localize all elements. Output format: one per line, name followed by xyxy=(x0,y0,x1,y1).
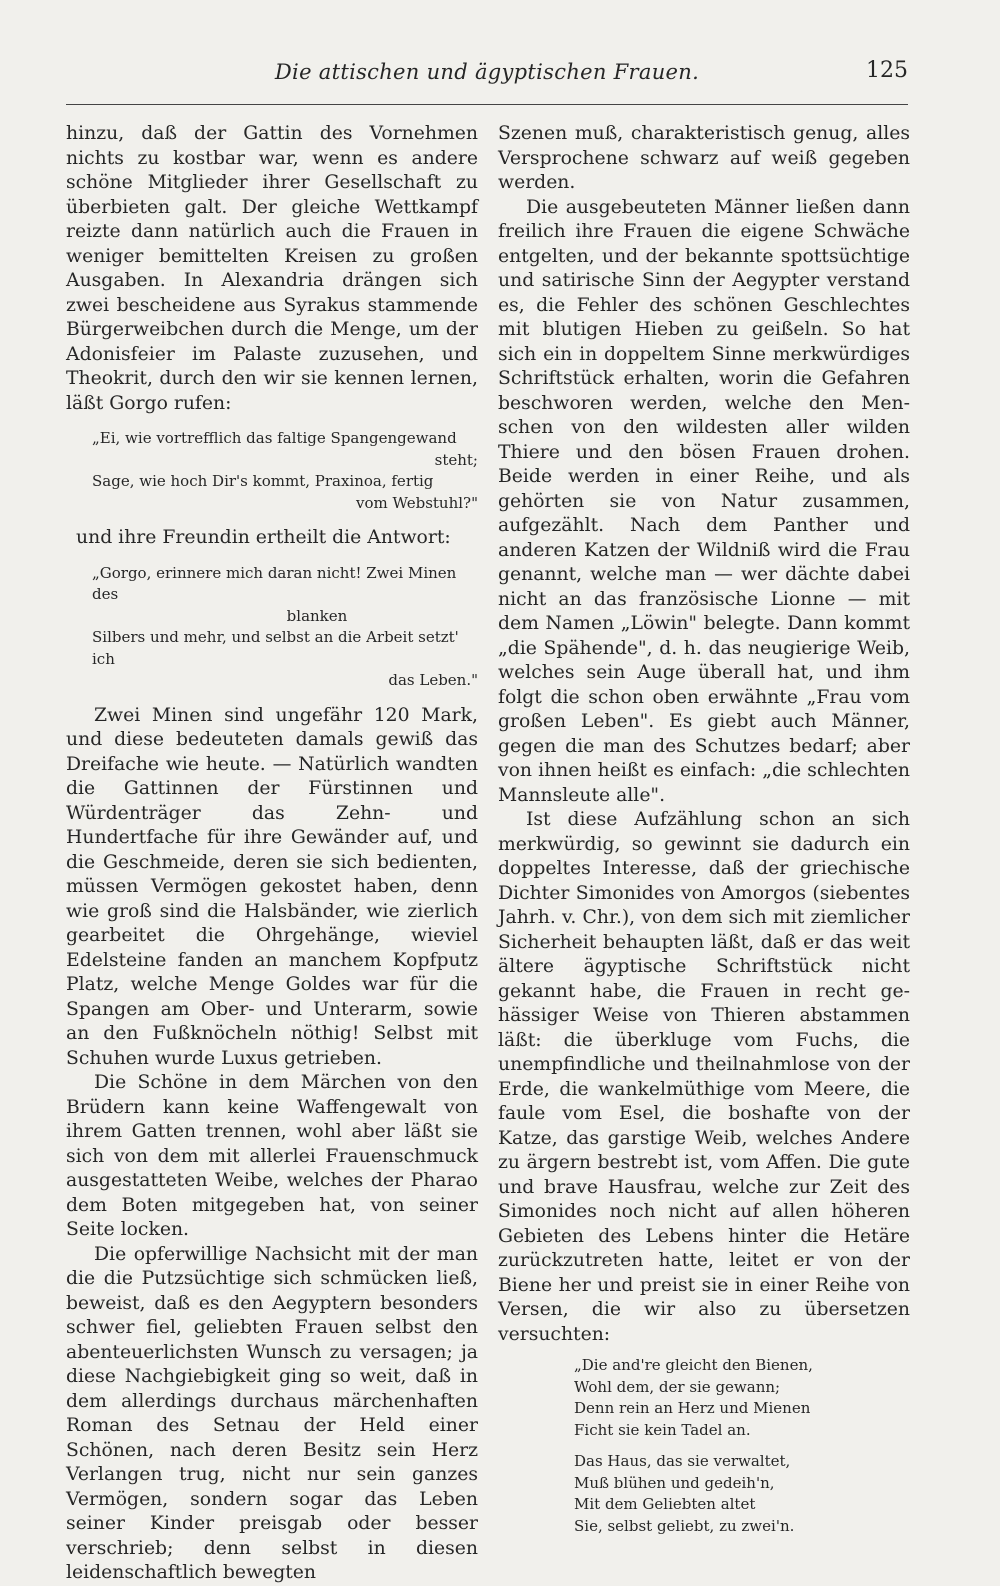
poem-line: Ficht sie kein Tadel an. xyxy=(574,1420,751,1439)
poem-line: Sie, selbst geliebt, zu zwei'n. xyxy=(574,1516,795,1535)
poem-stanza xyxy=(574,1451,910,1537)
paragraph: Die ausgebeuteten Männer ließen dann freilich ihre Frauen die eigene Schwäche entgelten, und der bekannte spottsüchtige und satirische Sinn der Aegypter verstand es, die Fehler des schönen Geschlechtes mit blutigen Hieben zu geißeln. So hat sich ein in doppeltem Sinne merkwürdiges Schriftstück erhalten, worin die Gefahren beschworen werden, welche den Menschen von den wildesten aller wilden Thiere und den bösen Frauen drohen. Beide werden in einer Reihe, und als gehörten sie von Natur zusammen, aufgezählt. Nach dem Panther und anderen Katzen der Wildniß wird die Frau genannt, welche man — wer dächte dabei nicht an das französische Lionne — mit dem Namen „Löwin" belegte. Dann kommt „die Spähende", d. h. das neugierige Weib, welches sein Auge überall hat, und ihm folgt die schon oben erwähnte „Frau vom großen Leben". Es giebt auch Männer, gegen die man des Schutzes bedarf; aber von ihnen heißt es einfach: „die schlechten Mannsleute alle". xyxy=(498,196,910,806)
poem-line: Wohl dem, der sie gewann; xyxy=(574,1377,781,1396)
paragraph: Szenen muß, charakteristisch genug, alles Versprochene schwarz auf weiß gegeben werden. xyxy=(498,123,910,193)
verse-quote xyxy=(66,563,478,692)
verse-quote xyxy=(66,428,478,514)
verse-line: „Gorgo, erinnere mich daran nicht! Zwei Minen des xyxy=(92,563,457,603)
left-column xyxy=(66,122,478,1583)
verse-line-continuation: vom Webstuhl?" xyxy=(356,493,478,512)
header-rule xyxy=(66,104,908,105)
paragraph: und ihre Freundin ertheilt die Antwort: xyxy=(76,527,451,548)
running-head xyxy=(66,56,908,92)
paragraph: Die Schöne in dem Märchen von den Brüdern kann keine Waffengewalt von ihrem Gatten trennen, wohl aber läßt sie sich von dem mit allerlei Frauenschmuck ausgestatteten Weibe, welches der Pharao dem Boten mitgegeben hat, von seiner Seite locken. xyxy=(66,1072,478,1240)
paragraph: Ist diese Aufzählung schon an sich merkwürdig, so gewinnt sie dadurch ein doppeltes Interesse, daß der griechische Dichter Simonides von Amorgos (siebentes Jahrh. v. Chr.), von dem sich mit ziemlicher Sicherheit behaupten läßt, daß er das weit ältere ägyptische Schriftstück nicht gekannt habe, die Frauen in recht gehässiger Weise von Thieren abstammen läßt: die überkluge vom Fuchs, die unempfindliche und theilnahmlose von der Erde, die wankelmüthige vom Meere, die faule vom Esel, die boshafte von der Katze, das garstige Weib, welches Andere zu ärgern bestrebt ist, vom Affen. Die gute und brave Hausfrau, welche zur Zeit des Simonides noch nicht auf allen höheren Gebieten des Lebens hinter die Hetäre zurückzutreten hatte, leitet er von der Biene her und preist sie in einer Reihe von Versen, die wir also zu übersetzen versuchten: xyxy=(498,809,910,1345)
paragraph: Zwei Minen sind ungefähr 120 Mark, und diese bedeuteten damals gewiß das Dreifache wie heute. — Natürlich wandten die Gattinnen der Fürstinnen und Würdenträger das Zehn- und Hundertfache für ihre Gewänder auf, und die Geschmeide, deren sie sich bedienten, müssen Vermögen gekostet haben, denn wie groß sind die Halsbänder, wie zierlich gearbeitet die Ohrgehänge, wieviel Edelsteine fanden an manchem Kopfputz Platz, welche Menge Goldes war für die Spangen am Ober- und Unterarm, sowie an den Fußknöcheln nöthig! Selbst mit Schuhen wurde Luxus getrieben. xyxy=(66,704,478,1069)
verse-line: „Ei, wie vortrefflich das faltige Spangengewand xyxy=(92,429,457,447)
poem-stanza xyxy=(574,1355,910,1441)
verse-line: Silbers und mehr, und selbst an die Arbeit setzt' ich xyxy=(92,628,459,668)
verse-line-continuation: blanken xyxy=(286,606,348,625)
verse-line: Sage, wie hoch Dir's kommt, Praxinoa, fertig xyxy=(92,472,434,490)
poem-line: Muß blühen und gedeih'n, xyxy=(574,1473,775,1492)
page-number: 125 xyxy=(866,58,908,83)
paragraph: Die opferwillige Nachsicht mit der man die die Putzsüchtige sich schmücken ließ, beweist, daß es den Aegyptern besonders schwer fiel, geliebten Frauen selbst den abenteuerlichsten Wunsch zu versagen; ja diese Nachgiebigkeit ging so weit, daß in dem allerdings durchaus märchenhaften Roman des Setnau der Held einer Schönen, nach deren Besitz sein Herz Verlangen trug, nicht nur sein ganzes Vermögen, sondern sogar das Leben seiner Kinder preisgab oder besser verschrieb; denn selbst in diesen leidenschaftlich bewegten xyxy=(66,1243,478,1583)
poem-line: Mit dem Geliebten altet xyxy=(574,1495,756,1513)
verse-line-continuation: steht; xyxy=(434,450,478,469)
running-title: Die attischen und ägyptischen Frauen. xyxy=(274,60,700,84)
poem-line: Das Haus, das sie verwaltet, xyxy=(574,1452,791,1470)
poem-line: „Die and're gleicht den Bienen, xyxy=(574,1356,813,1374)
verse-line-continuation: das Leben." xyxy=(388,671,478,689)
right-column xyxy=(498,122,910,1535)
poem-line: Denn rein an Herz und Mienen xyxy=(574,1399,811,1417)
poem xyxy=(498,1355,910,1537)
paragraph: hinzu, daß der Gattin des Vornehmen nichts zu kostbar war, wenn es andere schöne Mitglieder ihrer Gesellschaft zu überbieten galt. Der gleiche Wettkampf reizte dann natürlich auch die Frauen in weniger bemittelten Kreisen zu großen Ausgaben. In Alexandria drängen sich zwei bescheidene aus Syrakus stammende Bürgerweibchen durch die Menge, um der Adonisfeier im Palaste zuzusehen, und Theokrit, durch den wir sie kennen lernen, läßt Gorgo rufen: xyxy=(66,123,478,414)
